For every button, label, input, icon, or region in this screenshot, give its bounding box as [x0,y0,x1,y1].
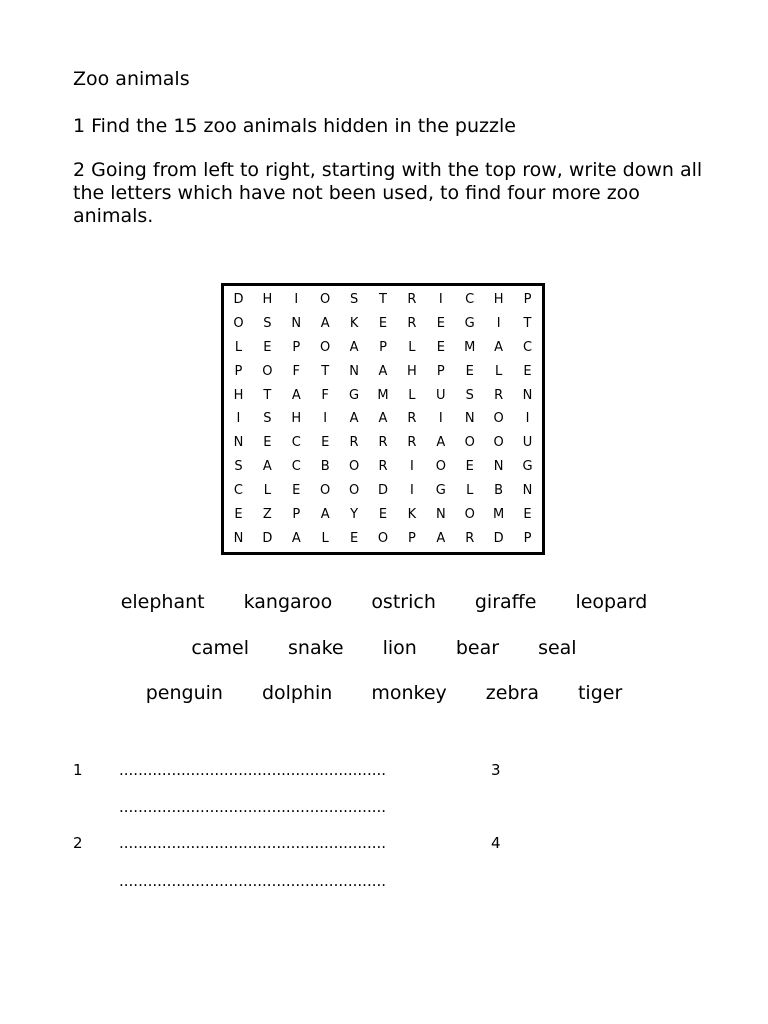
grid-cell[interactable]: P [292,340,301,356]
grid-cell[interactable]: F [292,363,300,379]
grid-cell[interactable]: O [233,316,244,332]
word-list-item: lion [382,637,417,659]
grid-cell[interactable]: E [523,506,532,522]
grid-cell[interactable]: A [291,387,301,403]
grid-cell[interactable]: D [262,530,273,546]
word-list-item: snake [288,637,344,659]
grid-cell[interactable]: L [466,482,474,498]
grid-cell[interactable]: I [496,316,501,332]
grid-cell[interactable]: N [233,530,244,546]
grid-cell[interactable]: O [464,435,475,451]
grid-cell[interactable]: N [493,459,504,475]
grid-cell[interactable]: P [292,506,301,522]
word-list-item: monkey [371,682,447,704]
grid-cell[interactable]: P [234,363,243,379]
word-list-item: giraffe [474,591,537,613]
grid-cell[interactable]: E [465,363,474,379]
grid-cell[interactable]: H [493,292,504,308]
grid-cell[interactable]: H [262,292,273,308]
grid-cell[interactable]: N [291,316,302,332]
grid-cell[interactable]: A [262,459,272,475]
grid-cell[interactable]: A [436,530,446,546]
grid-cell[interactable]: R [407,435,417,451]
grid-cell[interactable]: E [523,363,532,379]
grid-cell[interactable]: R [407,411,417,427]
grid-cell[interactable]: L [408,387,416,403]
grid-cell[interactable]: O [320,482,331,498]
grid-cell[interactable]: E [263,340,272,356]
grid-cell[interactable]: L [321,530,329,546]
grid-cell[interactable]: H [407,363,417,379]
grid-cell[interactable]: G [464,316,475,332]
grid-cell[interactable]: B [320,459,330,475]
word-list-item: penguin [145,682,223,704]
grid-cell[interactable]: K [407,506,417,522]
grid-cell[interactable]: S [234,459,243,475]
grid-cell[interactable]: M [377,387,389,403]
grid-cell[interactable]: A [349,340,359,356]
word-list-row-2 [0,637,768,660]
answer-number-2: 2 [73,834,83,852]
grid-cell[interactable]: A [320,506,330,522]
grid-cell[interactable]: S [349,292,359,308]
grid-cell[interactable]: E [292,482,301,498]
grid-cell[interactable]: P [379,340,387,356]
grid-cell[interactable]: I [294,292,299,308]
grid-cell[interactable]: R [407,292,417,308]
grid-cell[interactable]: L [234,340,243,356]
grid-cell[interactable]: A [378,363,388,379]
grid-cell[interactable]: O [348,459,360,475]
grid-cell[interactable]: O [464,506,475,522]
grid-cell[interactable]: G [522,459,533,475]
grid-cell[interactable]: A [436,435,446,451]
grid-cell[interactable]: I [236,411,241,427]
word-search-grid [221,283,545,555]
grid-cell[interactable]: C [291,435,301,451]
grid-cell[interactable]: R [349,435,359,451]
grid-cell[interactable]: A [291,530,301,546]
grid-cell[interactable]: C [291,459,301,475]
grid-cell[interactable]: E [349,530,359,546]
answer-line-1a[interactable]: ........................................................ [119,761,387,779]
grid-cell[interactable]: N [522,482,533,498]
answer-line-2b[interactable]: ........................................................ [119,872,387,890]
answer-number-1: 1 [73,761,83,779]
question-1: 1 Find the 15 zoo animals hidden in the puzzle [73,115,516,137]
grid-cell[interactable]: N [522,387,533,403]
grid-cell[interactable]: E [378,316,388,332]
grid-cell[interactable]: I [438,411,443,427]
grid-cell[interactable]: Z [262,506,272,522]
grid-cell[interactable]: T [523,316,532,332]
grid-cell[interactable]: M [464,340,476,356]
grid-cell[interactable]: N [435,506,446,522]
grid-cell[interactable]: M [493,506,505,522]
grid-cell[interactable]: O [320,292,331,308]
word-list-item: dolphin [261,682,333,704]
grid-cell[interactable]: P [407,530,416,546]
answer-number-4: 4 [491,834,501,852]
grid-cell[interactable]: T [263,387,272,403]
grid-cell[interactable]: E [436,340,445,356]
answer-line-1b[interactable]: ........................................................ [119,798,387,816]
word-list-item: bear [455,637,500,659]
grid-cell[interactable]: B [494,482,504,498]
grid-cell[interactable]: T [379,292,387,308]
word-list-item: ostrich [371,591,436,613]
grid-cell[interactable]: K [349,316,359,332]
grid-cell[interactable]: U [522,435,533,451]
grid-cell[interactable]: Y [350,506,359,522]
grid-cell[interactable]: E [234,506,243,522]
page-title: Zoo animals [73,68,190,90]
grid-cell[interactable]: I [323,411,328,427]
grid-cell[interactable]: L [408,340,416,356]
grid-cell[interactable]: N [233,435,244,451]
grid-cell[interactable]: L [263,482,271,498]
grid-cell[interactable]: S [263,411,272,427]
word-list-item: leopard [575,591,648,613]
grid-cell[interactable]: G [435,482,446,498]
grid-cell[interactable]: U [436,387,446,403]
word-list-item: elephant [120,591,205,613]
grid-cell[interactable]: I [409,482,414,498]
grid-cell[interactable]: C [465,292,475,308]
grid-cell[interactable]: C [522,340,533,356]
grid-cell[interactable]: A [349,411,359,427]
grid-cell[interactable]: E [263,435,272,451]
word-list-item: seal [538,637,577,659]
word-list-row-3 [0,682,768,705]
grid-cell[interactable]: R [465,530,475,546]
word-list-item: zebra [485,682,539,704]
grid-cell[interactable]: O [493,411,504,427]
grid-cell[interactable]: L [495,363,503,379]
grid-cell[interactable]: I [438,292,443,308]
question-2: 2 Going from left to right, starting with the top row, write down all the letters which have not been used, to find four more zoo animals. [73,159,703,227]
grid-cell[interactable]: H [233,387,244,403]
grid-cell[interactable]: G [349,387,360,403]
grid-cell[interactable]: R [378,435,388,451]
grid-cell[interactable]: E [465,459,474,475]
word-list-item: kangaroo [243,591,333,613]
grid-cell[interactable]: D [233,292,244,308]
answer-line-2a[interactable]: ........................................................ [119,834,387,852]
grid-cell[interactable]: O [435,459,446,475]
grid-cell[interactable]: O [348,482,360,498]
grid-cell[interactable]: I [409,459,414,475]
grid-cell[interactable]: E [378,506,388,522]
word-list-row-1 [0,591,768,614]
grid-cell[interactable]: F [321,387,329,403]
grid-cell[interactable]: R [378,459,388,475]
grid-cell[interactable]: D [493,530,504,546]
grid-cell[interactable]: O [320,340,331,356]
grid-cell[interactable]: P [523,292,532,308]
grid-cell[interactable]: O [377,530,389,546]
word-list-item: camel [191,637,249,659]
grid-cell[interactable]: N [349,363,359,379]
grid-cell[interactable]: N [464,411,475,427]
grid-cell[interactable]: P [523,530,532,546]
answer-number-3: 3 [491,761,501,779]
grid-cell[interactable]: E [321,435,330,451]
grid-cell[interactable]: O [262,363,273,379]
grid-cell[interactable]: S [263,316,272,332]
grid-cell[interactable]: A [378,411,388,427]
grid-cell[interactable]: T [321,363,330,379]
grid-cell[interactable]: O [493,435,504,451]
grid-cell[interactable]: I [525,411,530,427]
grid-cell[interactable]: S [465,387,474,403]
grid-cell[interactable]: H [291,411,302,427]
grid-cell[interactable]: D [377,482,388,498]
grid-cell[interactable]: E [436,316,445,332]
grid-cell[interactable]: R [407,316,417,332]
grid-cell[interactable]: A [494,340,504,356]
grid-cell[interactable]: P [436,363,445,379]
grid-cell[interactable]: C [233,482,243,498]
word-list-item: tiger [577,682,623,704]
grid-cell[interactable]: A [320,316,330,332]
grid-cell[interactable]: R [494,387,504,403]
